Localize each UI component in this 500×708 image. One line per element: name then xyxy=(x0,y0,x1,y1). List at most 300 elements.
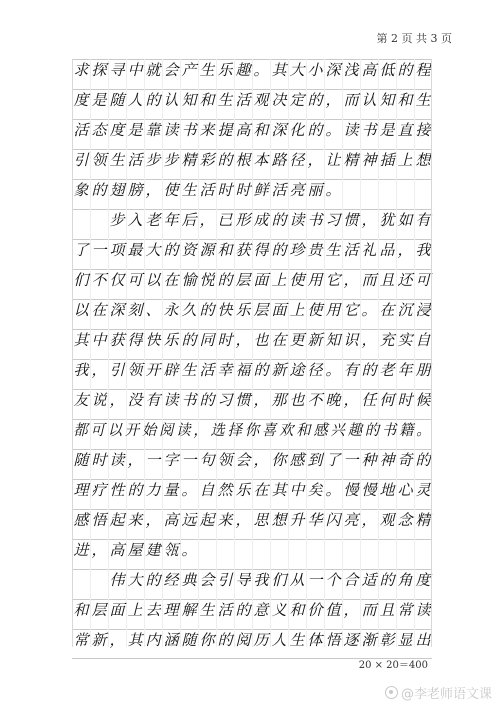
char-cell: ， xyxy=(199,211,215,229)
char-cell: 去 xyxy=(145,601,161,619)
char-cell: 精 xyxy=(343,151,359,169)
char-cell: 大 xyxy=(289,61,305,79)
char-cell: 获 xyxy=(109,331,125,349)
char-cell: ， xyxy=(145,181,161,199)
char-cell: 的 xyxy=(271,241,287,259)
char-cell: 开 xyxy=(124,421,140,439)
char-cell: 。 xyxy=(416,421,431,439)
char-cell: 愉 xyxy=(181,271,197,289)
char-cell: 闪 xyxy=(325,511,341,529)
char-cell: 快 xyxy=(217,301,233,319)
char-cell: 感 xyxy=(313,421,328,439)
char-cell: 生 xyxy=(181,361,197,379)
char-cell: 感 xyxy=(73,511,89,529)
char-cell: 态 xyxy=(91,121,107,139)
char-cell: 领 xyxy=(91,151,107,169)
char-cell: 乐 xyxy=(217,61,233,79)
char-cell: 活 xyxy=(217,601,233,619)
char-cell: 的 xyxy=(379,571,395,589)
char-cell: 思 xyxy=(253,511,269,529)
char-cell: 径 xyxy=(289,151,305,169)
char-cell: 从 xyxy=(289,571,305,589)
char-cell: 让 xyxy=(325,151,341,169)
char-cell: 华 xyxy=(307,511,323,529)
char-cell: 步 xyxy=(163,151,179,169)
char-cell: 引 xyxy=(109,361,125,379)
char-cell: 的 xyxy=(235,601,251,619)
char-cell: 使 xyxy=(163,181,179,199)
char-cell: 求 xyxy=(73,61,89,79)
char-cell: ， xyxy=(145,511,161,529)
char-cell: 随 xyxy=(181,631,197,649)
char-cell: 了 xyxy=(325,451,341,469)
char-cell: 句 xyxy=(199,451,215,469)
char-cell: 地 xyxy=(379,481,395,499)
char-cell: 深 xyxy=(325,61,341,79)
composition-grid xyxy=(72,59,432,647)
char-cell: 知 xyxy=(325,331,341,349)
char-cell: 矣 xyxy=(307,481,323,499)
char-cell: 品 xyxy=(379,241,395,259)
char-cell: ， xyxy=(343,271,359,289)
char-cell: 其 xyxy=(73,331,89,349)
char-cell: 后 xyxy=(181,211,197,229)
char-cell: 化 xyxy=(289,121,305,139)
char-cell: 也 xyxy=(253,331,269,349)
char-cell: 乐 xyxy=(235,481,251,499)
char-cell: 阅 xyxy=(159,421,174,439)
char-cell: 径 xyxy=(307,361,323,379)
char-cell: 更 xyxy=(289,331,305,349)
char-cell: 会 xyxy=(163,61,179,79)
char-cell: 用 xyxy=(307,271,323,289)
watermark-logo-icon xyxy=(385,686,398,699)
char-cell: 认 xyxy=(361,91,377,109)
char-cell: 一 xyxy=(343,451,359,469)
char-cell: 生 xyxy=(199,601,215,619)
char-cell: 合 xyxy=(343,571,359,589)
char-cell: 年 xyxy=(163,211,179,229)
char-cell: 惯 xyxy=(235,391,251,409)
char-cell: 涵 xyxy=(163,631,179,649)
char-cell: ， xyxy=(193,421,208,439)
char-cell: 深 xyxy=(271,121,287,139)
char-cell: 伟 xyxy=(109,571,125,589)
char-cell: 升 xyxy=(289,511,305,529)
char-cell: 活 xyxy=(127,151,143,169)
char-cell: 一 xyxy=(181,451,197,469)
char-cell: 书 xyxy=(181,121,197,139)
char-cell: 不 xyxy=(307,391,323,409)
char-cell: 价 xyxy=(307,601,323,619)
char-cell: ， xyxy=(109,631,125,649)
char-cell: 屋 xyxy=(127,541,143,559)
char-cell: 接 xyxy=(415,121,431,139)
char-cell: 而 xyxy=(361,601,377,619)
char-cell: 永 xyxy=(163,301,179,319)
char-cell: 在 xyxy=(253,481,269,499)
char-cell: 。 xyxy=(253,61,269,79)
char-cell: 在 xyxy=(271,331,287,349)
char-cell: 会 xyxy=(235,451,251,469)
page-number: 第 2 页 共 3 页 xyxy=(376,32,452,45)
char-cell: 得 xyxy=(253,241,269,259)
char-cell: 老 xyxy=(379,361,395,379)
char-cell: 起 xyxy=(109,511,125,529)
char-cell: 精 xyxy=(415,511,431,529)
char-cell: 疗 xyxy=(91,481,107,499)
char-cell: 生 xyxy=(199,61,215,79)
char-cell: 上 xyxy=(271,271,287,289)
char-cell: 常 xyxy=(73,631,89,649)
char-cell: 大 xyxy=(127,571,143,589)
char-cell: 上 xyxy=(397,151,413,169)
char-cell: 的 xyxy=(364,421,380,439)
char-cell: 的 xyxy=(361,361,377,379)
char-cell: 的 xyxy=(253,361,269,379)
char-cell: 渐 xyxy=(361,631,377,649)
char-cell: 辟 xyxy=(163,361,179,379)
char-cell: 神 xyxy=(379,451,395,469)
char-cell: 始 xyxy=(141,421,157,439)
char-cell: 幸 xyxy=(217,361,233,379)
grid-count: 20 × 20＝400 xyxy=(358,660,428,671)
char-cell: 的 xyxy=(181,331,197,349)
char-cell: 何 xyxy=(379,391,395,409)
char-cell: 成 xyxy=(253,211,269,229)
char-cell: 在 xyxy=(163,271,179,289)
char-cell: 度 xyxy=(109,121,125,139)
char-cell: 在 xyxy=(91,301,107,319)
char-cell: 浸 xyxy=(415,301,431,319)
char-cell: 瓴 xyxy=(163,541,179,559)
char-cell: 和 xyxy=(289,601,305,619)
char-cell: 然 xyxy=(217,481,233,499)
char-cell: ， xyxy=(253,451,269,469)
char-cell: 彰 xyxy=(379,631,395,649)
char-cell: ， xyxy=(307,151,323,169)
char-cell: 知 xyxy=(379,91,395,109)
char-cell: ， xyxy=(361,331,377,349)
char-cell: 生 xyxy=(325,241,341,259)
char-cell: 、 xyxy=(145,301,161,319)
char-cell: 阅 xyxy=(235,631,251,649)
char-cell: 感 xyxy=(289,451,305,469)
char-cell: 在 xyxy=(379,301,395,319)
char-cell: 来 xyxy=(217,511,233,529)
char-cell: 活 xyxy=(199,361,215,379)
char-cell: 时 xyxy=(217,331,233,349)
char-cell: 源 xyxy=(199,241,215,259)
char-cell: 有 xyxy=(415,211,431,229)
char-cell: 籍 xyxy=(399,421,414,439)
char-cell: 观 xyxy=(379,511,395,529)
char-cell: 已 xyxy=(217,211,233,229)
char-cell: 浅 xyxy=(343,61,359,79)
char-cell: 丽 xyxy=(307,181,323,199)
char-cell: 上 xyxy=(289,301,305,319)
char-cell: 识 xyxy=(343,331,359,349)
char-cell: 新 xyxy=(271,361,287,379)
char-cell: 读 xyxy=(176,421,191,439)
char-cell: 义 xyxy=(271,601,287,619)
char-cell: 。 xyxy=(325,481,341,499)
char-cell: ， xyxy=(253,391,269,409)
char-cell: 角 xyxy=(397,571,413,589)
char-cell: 度 xyxy=(73,91,89,109)
char-cell: 它 xyxy=(325,271,341,289)
char-cell: 领 xyxy=(127,361,143,379)
char-cell: 意 xyxy=(253,601,269,619)
char-cell: 活 xyxy=(271,181,287,199)
char-cell: 的 xyxy=(199,391,215,409)
char-cell: 途 xyxy=(289,361,305,379)
char-cell: 靠 xyxy=(145,121,161,139)
char-cell: 随 xyxy=(109,91,125,109)
char-cell: 时 xyxy=(217,181,233,199)
char-cell: 其 xyxy=(271,481,287,499)
char-cell: 新 xyxy=(307,331,323,349)
char-cell: 彩 xyxy=(199,151,215,169)
char-cell: 趣 xyxy=(347,421,362,439)
char-cell: 且 xyxy=(379,601,395,619)
char-cell: 福 xyxy=(235,361,251,379)
char-cell: 度 xyxy=(415,571,431,589)
char-cell: ， xyxy=(127,451,143,469)
char-cell: 乐 xyxy=(163,331,179,349)
char-cell: 且 xyxy=(379,271,395,289)
char-cell: 亮 xyxy=(343,511,359,529)
char-cell: 欢 xyxy=(279,421,294,439)
char-cell: 高 xyxy=(163,511,179,529)
watermark-text: @李老师语文课 xyxy=(400,687,492,702)
char-cell: 乐 xyxy=(235,301,251,319)
char-cell: 来 xyxy=(127,511,143,529)
char-cell: 深 xyxy=(109,301,125,319)
char-cell: 。 xyxy=(325,181,341,199)
char-cell: 定 xyxy=(289,91,305,109)
char-cell: 的 xyxy=(145,571,161,589)
char-cell: 的 xyxy=(307,121,323,139)
char-cell: 和 xyxy=(253,121,269,139)
char-cell: 使 xyxy=(289,271,305,289)
char-cell: 面 xyxy=(253,271,269,289)
char-cell: 会 xyxy=(199,571,215,589)
char-cell: 。 xyxy=(325,121,341,139)
char-cell: 的 xyxy=(397,61,413,79)
char-cell: 久 xyxy=(181,301,197,319)
char-cell: 和 xyxy=(217,241,233,259)
char-cell: 值 xyxy=(325,601,341,619)
char-cell: 可 xyxy=(90,421,105,439)
char-cell: 生 xyxy=(109,151,125,169)
char-cell: 高 xyxy=(235,121,251,139)
char-cell: 老 xyxy=(145,211,161,229)
char-cell: ， xyxy=(235,511,251,529)
char-cell: 出 xyxy=(415,631,431,649)
char-cell: 读 xyxy=(343,121,359,139)
char-cell: 们 xyxy=(271,571,287,589)
char-cell: 可 xyxy=(415,271,431,289)
char-cell: 读 xyxy=(163,121,179,139)
char-cell: 珍 xyxy=(289,241,305,259)
char-cell: 奇 xyxy=(397,451,413,469)
char-cell: ， xyxy=(235,331,251,349)
char-cell: 翅 xyxy=(109,181,125,199)
char-cell: 都 xyxy=(73,421,88,439)
char-cell: 如 xyxy=(397,211,413,229)
char-cell: 活 xyxy=(343,241,359,259)
char-cell: 引 xyxy=(217,571,233,589)
char-cell: 入 xyxy=(127,211,143,229)
char-cell: 步 xyxy=(109,211,125,229)
char-cell: 念 xyxy=(397,511,413,529)
char-cell: 用 xyxy=(325,301,341,319)
char-cell: 兴 xyxy=(330,421,345,439)
char-cell: 面 xyxy=(109,601,125,619)
char-cell: ， xyxy=(325,91,341,109)
char-cell: 进 xyxy=(73,541,89,559)
char-cell: 时 xyxy=(91,451,107,469)
char-cell: 那 xyxy=(271,391,287,409)
char-cell: 晚 xyxy=(325,391,341,409)
char-cell: 高 xyxy=(109,541,125,559)
char-cell: 程 xyxy=(415,61,431,79)
char-cell: 和 xyxy=(397,91,413,109)
char-cell: 中 xyxy=(289,481,305,499)
char-cell: 个 xyxy=(325,571,341,589)
char-cell: 层 xyxy=(253,301,269,319)
char-cell: 书 xyxy=(307,211,323,229)
char-cell: 的 xyxy=(163,241,179,259)
char-cell: 的 xyxy=(145,91,161,109)
char-cell: 快 xyxy=(145,331,161,349)
char-cell: 喜 xyxy=(261,421,277,439)
char-cell: 典 xyxy=(181,571,197,589)
char-cell: 建 xyxy=(145,541,161,559)
char-cell: 我 xyxy=(73,361,89,379)
grid-frame xyxy=(72,59,432,647)
char-cell: 你 xyxy=(244,421,260,439)
char-cell: 书 xyxy=(381,421,397,439)
char-cell: 。 xyxy=(181,481,197,499)
char-cell: 形 xyxy=(235,211,251,229)
char-cell: 。 xyxy=(325,361,341,379)
char-cell: 的 xyxy=(91,181,107,199)
char-cell: 而 xyxy=(361,271,377,289)
char-cell: 直 xyxy=(397,121,413,139)
char-cell: 仅 xyxy=(109,271,125,289)
char-cell: 经 xyxy=(163,571,179,589)
char-cell: 犹 xyxy=(379,211,395,229)
char-cell: 认 xyxy=(163,91,179,109)
char-cell: 常 xyxy=(397,601,413,619)
char-cell: 候 xyxy=(415,391,431,409)
char-cell: 神 xyxy=(361,151,377,169)
char-cell: ， xyxy=(343,391,359,409)
char-cell: 想 xyxy=(415,151,431,169)
char-cell: 是 xyxy=(127,121,143,139)
char-cell: 是 xyxy=(379,121,395,139)
char-cell: 和 xyxy=(296,421,311,439)
char-cell: 沉 xyxy=(397,301,413,319)
char-cell: 读 xyxy=(289,211,305,229)
char-cell: 面 xyxy=(271,301,287,319)
char-cell: 也 xyxy=(289,391,305,409)
char-cell: 亮 xyxy=(289,181,305,199)
char-cell: 观 xyxy=(253,91,269,109)
char-cell: 读 xyxy=(415,601,431,619)
char-cell: ， xyxy=(361,211,377,229)
char-cell: 其 xyxy=(127,631,143,649)
char-cell: 理 xyxy=(163,601,179,619)
char-cell: 步 xyxy=(145,151,161,169)
char-cell: 慢 xyxy=(343,481,359,499)
char-cell: 性 xyxy=(109,481,125,499)
char-cell: 上 xyxy=(127,601,143,619)
char-cell: 有 xyxy=(145,391,161,409)
char-cell: 有 xyxy=(343,361,359,379)
char-cell: 生 xyxy=(415,91,431,109)
char-cell: 朋 xyxy=(415,361,431,379)
char-cell: 没 xyxy=(127,391,143,409)
char-cell: 趣 xyxy=(235,61,251,79)
char-cell: 活 xyxy=(199,181,215,199)
char-cell: 惯 xyxy=(343,211,359,229)
char-cell: 的 xyxy=(271,211,287,229)
char-cell: 插 xyxy=(379,151,395,169)
char-cell: 是 xyxy=(91,91,107,109)
char-cell: 产 xyxy=(181,61,197,79)
char-cell: ， xyxy=(91,541,107,559)
char-cell: 刻 xyxy=(127,301,143,319)
char-cell: 量 xyxy=(163,481,179,499)
char-cell: 开 xyxy=(145,361,161,379)
char-cell: 你 xyxy=(271,451,287,469)
char-cell: 寻 xyxy=(109,61,125,79)
char-cell: 生 xyxy=(217,91,233,109)
char-cell: 精 xyxy=(181,151,197,169)
char-cell: 的 xyxy=(217,271,233,289)
char-cell: 以 xyxy=(145,271,161,289)
char-cell: ， xyxy=(91,361,107,379)
char-cell: 人 xyxy=(271,631,287,649)
char-cell: 生 xyxy=(181,181,197,199)
char-cell: 小 xyxy=(307,61,323,79)
char-cell: 象 xyxy=(73,181,89,199)
char-cell: 中 xyxy=(91,331,107,349)
char-cell: 使 xyxy=(307,301,323,319)
char-cell: 本 xyxy=(253,151,269,169)
char-cell: 路 xyxy=(271,151,287,169)
char-cell: 想 xyxy=(271,511,287,529)
char-cell: 鲜 xyxy=(253,181,269,199)
char-cell: 友 xyxy=(73,391,89,409)
char-cell: 资 xyxy=(181,241,197,259)
char-cell: 说 xyxy=(91,391,107,409)
char-cell: 和 xyxy=(199,91,215,109)
char-cell: ， xyxy=(343,601,359,619)
char-cell: 字 xyxy=(163,451,179,469)
char-cell: 领 xyxy=(217,451,233,469)
char-cell: 们 xyxy=(73,271,89,289)
char-cell: 力 xyxy=(145,481,161,499)
char-cell: 解 xyxy=(181,601,197,619)
char-cell: 起 xyxy=(199,511,215,529)
char-cell: 习 xyxy=(325,211,341,229)
char-cell: 。 xyxy=(361,301,377,319)
char-cell: 读 xyxy=(109,451,125,469)
